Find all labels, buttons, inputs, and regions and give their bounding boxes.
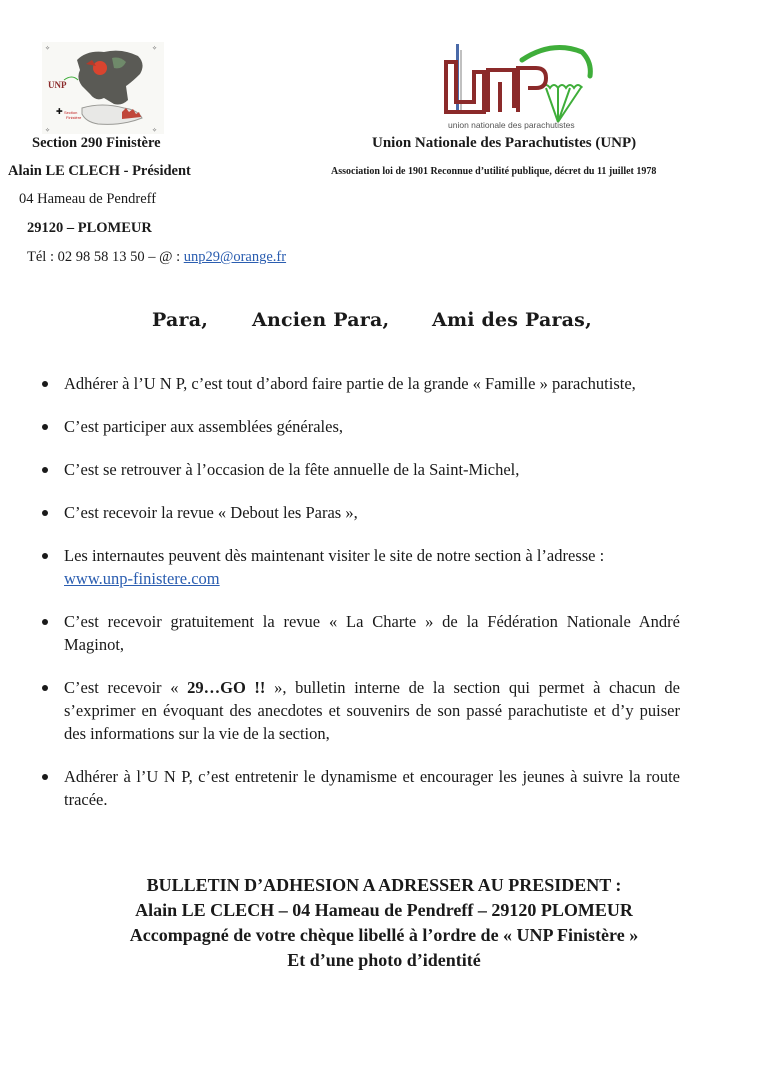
bullet-text: Adhérer à l’U N P, c’est entretenir le dynamisme et encourager les jeunes à suivre la route tracée. bbox=[64, 767, 680, 809]
list-item bbox=[40, 372, 680, 395]
footer-line-title: BULLETIN D’ADHESION A ADRESSER AU PRESIDENT : bbox=[146, 875, 622, 895]
bullet-text: C’est participer aux assemblées générales, bbox=[64, 417, 344, 436]
section-name: Section 290 Finistère bbox=[32, 135, 161, 151]
finistere-map-logo-icon bbox=[42, 42, 164, 134]
list-item bbox=[40, 676, 680, 745]
association-line: Association loi de 1901 Reconnue d’utilité publique, décret du 11 juillet 1978 bbox=[331, 166, 657, 177]
parachute-logo-icon bbox=[442, 40, 598, 135]
bullet-icon bbox=[42, 510, 48, 516]
svg-text:✧: ✧ bbox=[152, 46, 158, 52]
bullet-text: Les internautes peuvent dès maintenant visiter le site de notre section à l’adresse : bbox=[64, 546, 605, 565]
bullet-text: », bulletin interne de la section qui permet à chacun de s’exprimer en évoquant des anecdotes et souvenirs de son passé parachutiste et d’y puiser des informations sur la vie de la section, bbox=[64, 678, 681, 743]
list-item bbox=[40, 458, 680, 481]
svg-text:UNP: UNP bbox=[48, 80, 67, 90]
svg-text:✚: ✚ bbox=[56, 107, 63, 116]
section-logo bbox=[42, 42, 164, 134]
svg-text:Section: Section bbox=[64, 110, 78, 115]
greeting-ami-des-paras: Ami des Paras, bbox=[432, 309, 592, 331]
bullet-text: C’est recevoir « bbox=[64, 678, 188, 697]
greeting-ancien-para: Ancien Para, bbox=[252, 309, 390, 331]
list-item bbox=[40, 610, 680, 656]
bullet-icon bbox=[42, 467, 48, 473]
phone-number: Tél : 02 98 58 13 50 – @ : bbox=[27, 249, 184, 265]
svg-text:Finistère: Finistère bbox=[66, 115, 82, 120]
membership-instructions bbox=[40, 873, 728, 973]
svg-text:✧: ✧ bbox=[45, 46, 51, 52]
footer-line-address: Alain LE CLECH – 04 Hameau de Pendreff – 29120 PLOMEUR bbox=[135, 900, 633, 920]
list-item bbox=[40, 501, 680, 524]
website-link[interactable]: www.unp-finistere.com bbox=[64, 569, 220, 588]
svg-text:✧: ✧ bbox=[152, 128, 158, 134]
contact-line bbox=[27, 249, 286, 266]
list-item bbox=[40, 415, 680, 438]
bullet-icon bbox=[42, 553, 48, 559]
greeting-para: Para, bbox=[152, 309, 209, 331]
bullet-icon bbox=[42, 619, 48, 625]
benefits-list bbox=[40, 372, 680, 811]
footer-line-photo: Et d’une photo d’identité bbox=[287, 950, 481, 970]
bullet-text: Adhérer à l’U N P, c’est tout d’abord faire partie de la grande « Famille » parachutiste, bbox=[64, 374, 636, 393]
bulletin-name: 29…GO !! bbox=[187, 678, 266, 697]
unp-title: Union Nationale des Parachutistes (UNP) bbox=[372, 135, 637, 151]
president-city: 29120 – PLOMEUR bbox=[27, 220, 152, 236]
president-name: Alain LE CLECH - Président bbox=[8, 163, 191, 179]
bullet-icon bbox=[42, 424, 48, 430]
logo-subtitle: union nationale des parachutistes bbox=[448, 120, 575, 130]
bullet-icon bbox=[42, 685, 48, 691]
bullet-text: C’est se retrouver à l’occasion de la fête annuelle de la Saint-Michel, bbox=[64, 460, 520, 479]
list-item bbox=[40, 544, 680, 590]
bullet-icon bbox=[42, 381, 48, 387]
unp-logo bbox=[442, 40, 598, 135]
email-link[interactable]: unp29@orange.fr bbox=[183, 249, 287, 265]
list-item bbox=[40, 765, 680, 811]
president-address: 04 Hameau de Pendreff bbox=[19, 191, 157, 207]
bullet-icon bbox=[42, 774, 48, 780]
bullet-text: C’est recevoir la revue « Debout les Paras », bbox=[64, 503, 358, 522]
svg-text:✧: ✧ bbox=[45, 128, 51, 134]
bullet-text: C’est recevoir gratuitement la revue « La Charte » de la Fédération Nationale André Maginot, bbox=[64, 612, 680, 654]
footer-line-cheque: Accompagné de votre chèque libellé à l’ordre de « UNP Finistère » bbox=[129, 925, 639, 945]
